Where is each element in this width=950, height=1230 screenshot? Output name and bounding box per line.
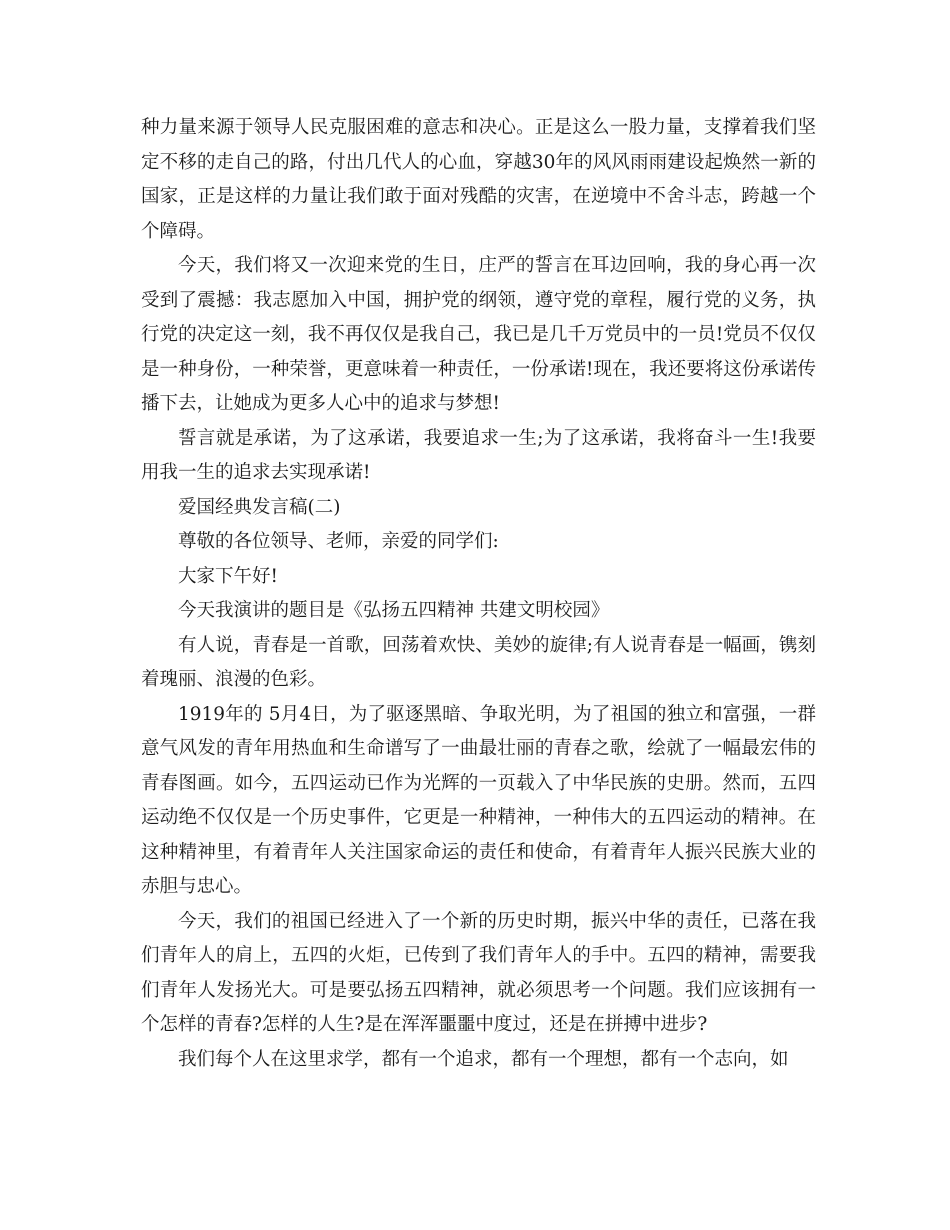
salutation: 尊敬的各位领导、老师，亲爱的同学们: — [178, 531, 499, 552]
paragraph-4: 有人说，青春是一首歌，回荡着欢快、美妙的旋律;有人说青春是一幅画，镌刻着瑰丽、浪漫的色彩。 — [141, 634, 816, 690]
greeting: 大家下午好! — [178, 565, 278, 587]
speech-title-line: 今天我演讲的题目是《弘扬五四精神 共建文明校园》 — [178, 600, 610, 621]
document-body — [141, 111, 816, 1077]
paragraph-7: 我们每个人在这里求学，都有一个追求，都有一个理想，都有一个志向，如 — [178, 1048, 789, 1070]
paragraph-2: 今天，我们将又一次迎来党的生日，庄严的誓言在耳边回响，我的身心再一次受到了震撼：我志愿加入中国，拥护党的纲领，遵守党的章程，履行党的义务，执行党的决定这一刻，我不再仅仅是我自己，我已是几千万党员中的一员!党员不仅仅是一种身份，一种荣誉，更意味着一种责任，一份承诺!现在，我还要将这份承诺传播下去，让她成为更多人心中的追求与梦想! — [141, 255, 816, 414]
paragraph-6: 今天，我们的祖国已经进入了一个新的历史时期，振兴中华的责任，已落在我们青年人的肩上，五四的火炬，已传到了我们青年人的手中。五四的精神，需要我们青年人发扬光大。可是要弘扬五四精神，就必须思考一个问题。我们应该拥有一个怎样的青春?怎样的人生?是在浑浑噩噩中度过，还是在拼搏中进步? — [141, 910, 816, 1035]
paragraph-1: 种力量来源于领导人民克服困难的意志和决心。正是这么一股力量，支撑着我们坚定不移的走自己的路，付出几代人的心血，穿越30年的风风雨雨建设起焕然一新的国家，正是这样的力量让我们敢于面对残酷的灾害，在逆境中不舍斗志，跨越一个个障碍。 — [141, 117, 816, 242]
paragraph-5: 1919年的 5月4日，为了驱逐黑暗、争取光明，为了祖国的独立和富强，一群意气风发的青年用热血和生命谱写了一曲最壮丽的青春之歌，绘就了一幅最宏伟的青春图画。如今，五四运动已作为光辉的一页载入了中华民族的史册。然而，五四运动绝不仅仅是一个历史事件，它更是一种精神，一种伟大的五四运动的精神。在这种精神里，有着青年人关注国家命运的责任和使命，有着青年人振兴民族大业的赤胆与忠心。 — [141, 703, 816, 897]
paragraph-3: 誓言就是承诺，为了这承诺，我要追求一生;为了这承诺，我将奋斗一生!我要用我一生的追求去实现承诺! — [141, 427, 816, 483]
section-heading: 爱国经典发言稿(二) — [178, 496, 341, 518]
